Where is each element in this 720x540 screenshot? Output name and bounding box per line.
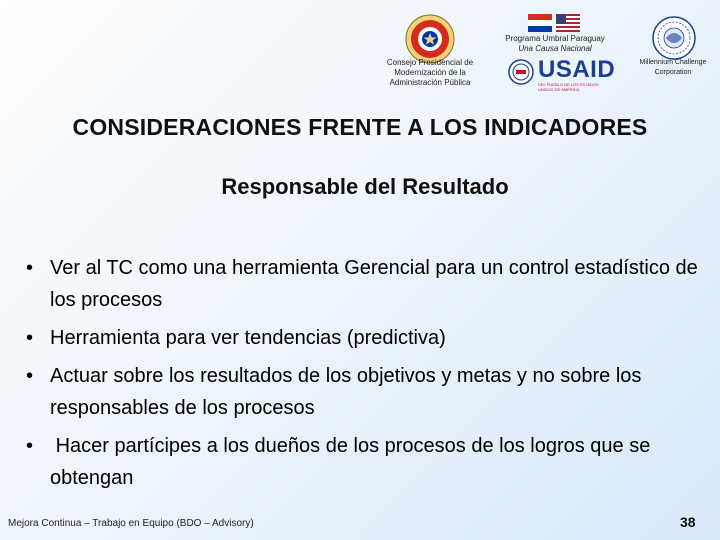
bullet-text: Actuar sobre los resultados de los objetivos y metas y no sobre los responsables de los procesos bbox=[50, 365, 642, 419]
bullet-list bbox=[22, 252, 702, 500]
usaid-wordmark: USAID bbox=[538, 56, 616, 83]
page-number: 38 bbox=[680, 514, 696, 530]
footer-text: Mejora Continua – Trabajo en Equipo (BDO – Advisory) bbox=[8, 518, 254, 529]
program-title: Programa Umbral Paraguay bbox=[505, 34, 605, 43]
bullet-item bbox=[22, 252, 702, 316]
council-caption: Consejo Presidencial de Modernización de la Administración Pública bbox=[386, 58, 474, 87]
bullet-text: Herramienta para ver tendencias (predictiva) bbox=[50, 327, 446, 349]
bullet-item bbox=[22, 360, 702, 424]
program-subtitle: Una Causa Nacional bbox=[518, 44, 592, 53]
bullet-item bbox=[22, 322, 702, 354]
bullet-item bbox=[22, 430, 702, 494]
program-caption bbox=[490, 34, 620, 54]
slide-title: CONSIDERACIONES FRENTE A LOS INDICADORES bbox=[72, 114, 648, 140]
flags-group bbox=[528, 14, 580, 32]
mcc-caption: Millennium Challenge Corporation bbox=[639, 59, 707, 76]
mcc-seal-icon bbox=[652, 16, 696, 60]
bullet-text: Hacer partícipes a los dueños de los procesos de los logros que se obtengan bbox=[50, 435, 656, 489]
bullet-marker: • bbox=[26, 435, 34, 457]
bullet-text: Ver al TC como una herramienta Gerencial para un control estadístico de los procesos bbox=[50, 257, 698, 311]
usaid-tagline: DEL PUEBLO DE LOS ESTADOS UNIDOS DE AMÉRICA bbox=[538, 82, 599, 92]
slide-subtitle: Responsable del Resultado bbox=[221, 174, 509, 199]
usaid-seal-icon bbox=[508, 59, 534, 85]
usa-flag-icon bbox=[556, 14, 580, 32]
bullet-marker: • bbox=[26, 257, 34, 279]
bullet-marker: • bbox=[26, 327, 34, 349]
paraguay-flag-icon bbox=[528, 14, 552, 32]
paraguay-presidential-seal-icon bbox=[405, 14, 455, 64]
bullet-marker: • bbox=[26, 365, 34, 387]
